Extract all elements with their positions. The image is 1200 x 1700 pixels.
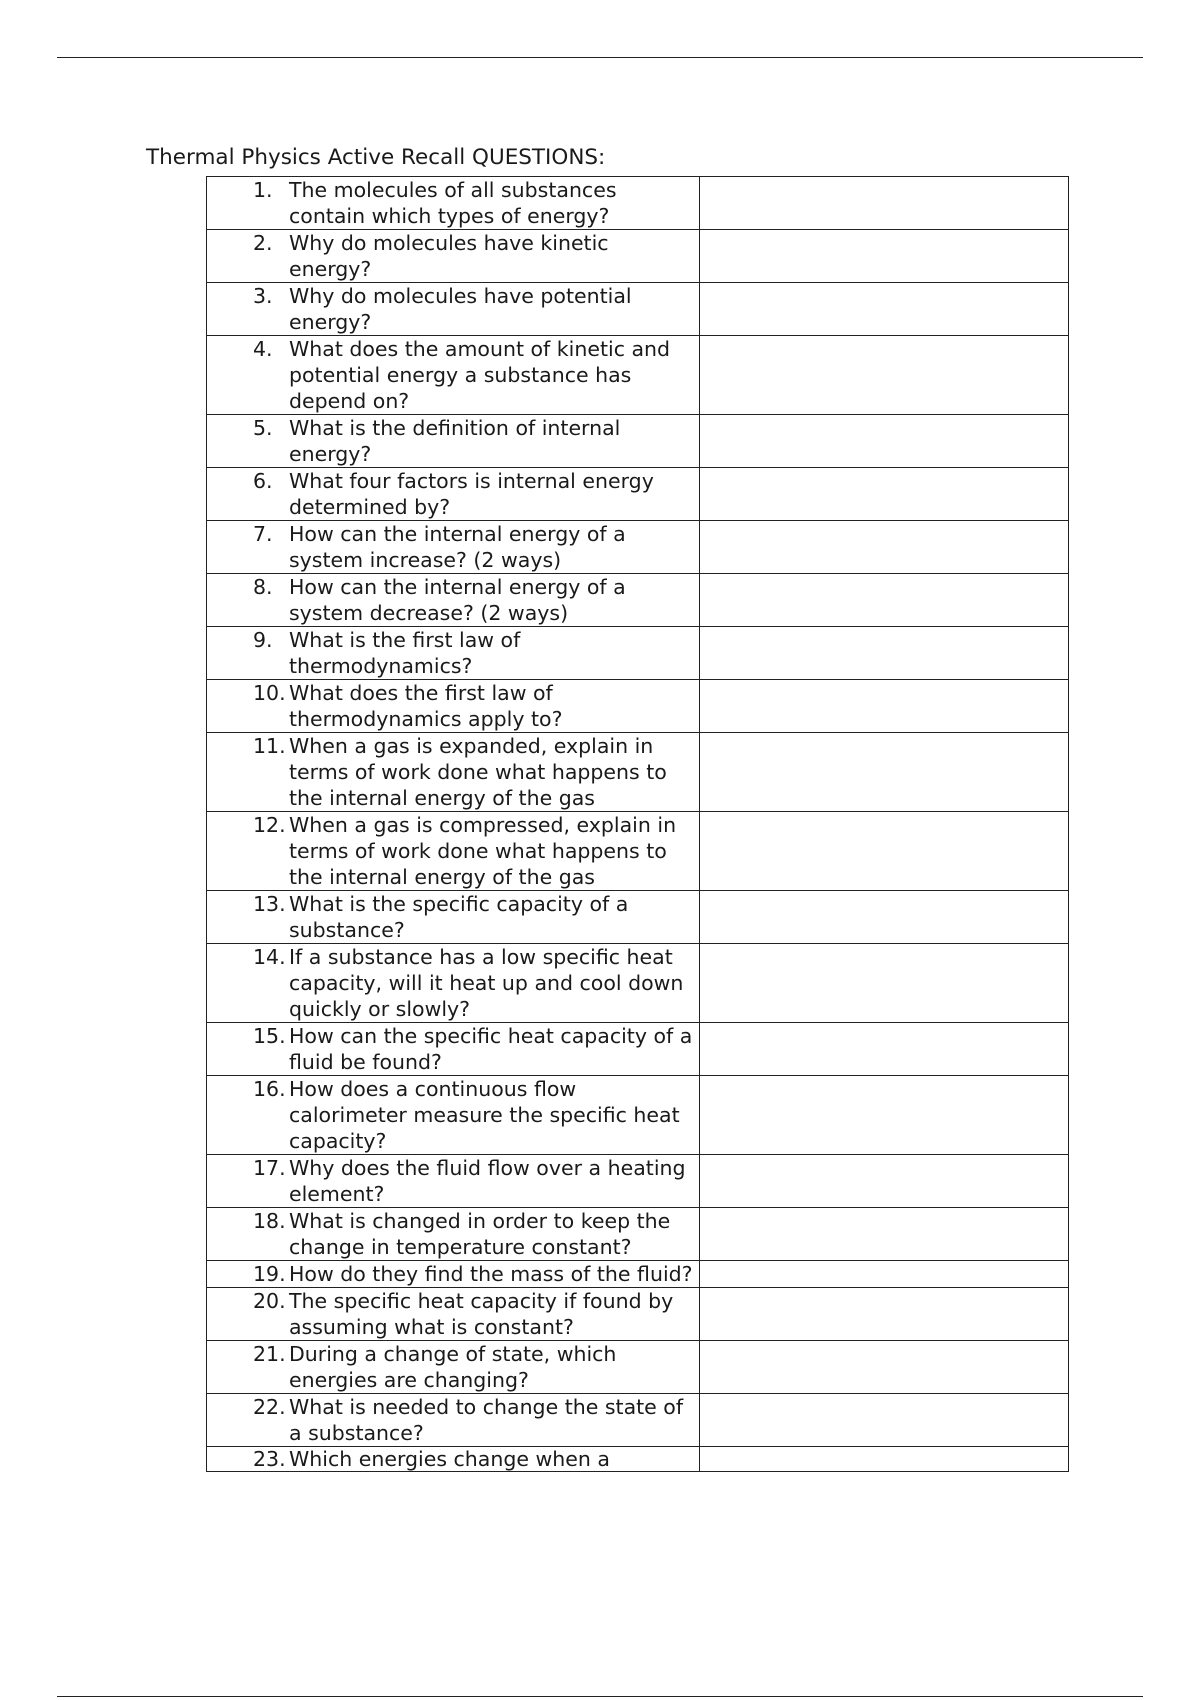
question-cell — [207, 1447, 700, 1472]
question-text: How can the specific heat capacity of a fluid be found? — [289, 1024, 693, 1074]
question-text: How do they find the mass of the fluid? — [289, 1262, 693, 1286]
table-row — [207, 521, 1069, 574]
question-item — [207, 415, 699, 467]
question-text: When a gas is expanded, explain in terms of work done what happens to the internal energy of the gas — [289, 734, 667, 810]
question-cell — [207, 944, 700, 1023]
question-item — [207, 1155, 699, 1207]
question-text: What does the amount of kinetic and potential energy a substance has depend on? — [289, 337, 671, 413]
table-row — [207, 680, 1069, 733]
question-cell — [207, 468, 700, 521]
question-cell — [207, 680, 700, 733]
question-number: 17. — [253, 1156, 286, 1180]
question-cell — [207, 1076, 700, 1155]
table-row — [207, 230, 1069, 283]
answer-cell[interactable] — [700, 521, 1069, 574]
table-row — [207, 627, 1069, 680]
answer-cell[interactable] — [700, 468, 1069, 521]
question-cell — [207, 1208, 700, 1261]
question-cell — [207, 336, 700, 415]
question-item — [207, 177, 699, 229]
question-cell — [207, 415, 700, 468]
question-text: What is the specific capacity of a substance? — [289, 892, 629, 942]
question-number: 20. — [253, 1289, 286, 1313]
question-number: 15. — [253, 1024, 286, 1048]
question-cell — [207, 1288, 700, 1341]
table-row — [207, 1447, 1069, 1472]
question-item — [207, 812, 699, 890]
table-row — [207, 177, 1069, 230]
answer-cell[interactable] — [700, 733, 1069, 812]
question-text: What four factors is internal energy determined by? — [289, 469, 654, 519]
table-row — [207, 1023, 1069, 1076]
table-row — [207, 1341, 1069, 1394]
question-number: 3. — [253, 284, 273, 308]
question-number: 7. — [253, 522, 273, 546]
question-text: How can the internal energy of a system decrease? (2 ways) — [289, 575, 626, 625]
answer-cell[interactable] — [700, 680, 1069, 733]
question-item — [207, 891, 699, 943]
question-item — [207, 1076, 699, 1154]
question-item — [207, 521, 699, 573]
header-rule — [57, 57, 1143, 58]
question-number: 14. — [253, 945, 286, 969]
question-cell — [207, 1023, 700, 1076]
answer-cell[interactable] — [700, 944, 1069, 1023]
question-cell — [207, 812, 700, 891]
table-row — [207, 1155, 1069, 1208]
question-text: What is needed to change the state of a substance? — [289, 1395, 684, 1445]
questions-table-body — [207, 177, 1069, 1472]
answer-cell[interactable] — [700, 1394, 1069, 1447]
table-row — [207, 733, 1069, 812]
table-row — [207, 1261, 1069, 1288]
answer-cell[interactable] — [700, 1261, 1069, 1288]
question-item — [207, 1447, 699, 1471]
table-row — [207, 283, 1069, 336]
question-cell — [207, 627, 700, 680]
question-item — [207, 1208, 699, 1260]
answer-cell[interactable] — [700, 336, 1069, 415]
table-row — [207, 468, 1069, 521]
question-item — [207, 574, 699, 626]
table-row — [207, 1288, 1069, 1341]
table-row — [207, 574, 1069, 627]
answer-cell[interactable] — [700, 1155, 1069, 1208]
question-cell — [207, 1341, 700, 1394]
question-item — [207, 336, 699, 414]
question-text: During a change of state, which energies are changing? — [289, 1342, 617, 1392]
table-row — [207, 812, 1069, 891]
answer-cell[interactable] — [700, 230, 1069, 283]
table-row — [207, 415, 1069, 468]
question-item — [207, 1394, 699, 1446]
question-item — [207, 627, 699, 679]
question-text: Why do molecules have kinetic energy? — [289, 231, 609, 281]
question-cell — [207, 283, 700, 336]
answer-cell[interactable] — [700, 1076, 1069, 1155]
question-cell — [207, 891, 700, 944]
answer-cell[interactable] — [700, 1023, 1069, 1076]
question-cell — [207, 574, 700, 627]
answer-cell[interactable] — [700, 415, 1069, 468]
question-cell — [207, 230, 700, 283]
table-row — [207, 336, 1069, 415]
table-row — [207, 944, 1069, 1023]
question-number: 19. — [253, 1262, 286, 1286]
question-item — [207, 733, 699, 811]
question-text: Which energies change when a — [289, 1447, 610, 1471]
table-row — [207, 1076, 1069, 1155]
answer-cell[interactable] — [700, 177, 1069, 230]
question-number: 18. — [253, 1209, 286, 1233]
question-number: 22. — [253, 1395, 286, 1419]
question-number: 21. — [253, 1342, 286, 1366]
question-text: The molecules of all substances contain which types of energy? — [289, 178, 617, 228]
question-item — [207, 944, 699, 1022]
table-row — [207, 1394, 1069, 1447]
question-number: 16. — [253, 1077, 286, 1101]
question-cell — [207, 1394, 700, 1447]
question-number: 13. — [253, 892, 286, 916]
question-number: 12. — [253, 813, 286, 837]
answer-cell[interactable] — [700, 1341, 1069, 1394]
question-item — [207, 283, 699, 335]
question-number: 23. — [253, 1447, 286, 1471]
footer-rule — [57, 1696, 1143, 1697]
document-title: Thermal Physics Active Recall QUESTIONS: — [146, 145, 606, 170]
question-item — [207, 1261, 699, 1287]
answer-cell[interactable] — [700, 812, 1069, 891]
question-item — [207, 1023, 699, 1075]
question-number: 2. — [253, 231, 273, 255]
question-text: If a substance has a low specific heat capacity, will it heat up and cool down quickly or slowly? — [289, 945, 684, 1021]
question-text: How does a continuous flow calorimeter measure the specific heat capacity? — [289, 1077, 680, 1153]
question-number: 10. — [253, 681, 286, 705]
question-number: 9. — [253, 628, 273, 652]
question-number: 1. — [253, 178, 273, 202]
question-number: 5. — [253, 416, 273, 440]
question-cell — [207, 177, 700, 230]
question-text: The specific heat capacity if found by assuming what is constant? — [289, 1289, 674, 1339]
answer-cell[interactable] — [700, 283, 1069, 336]
table-row — [207, 1208, 1069, 1261]
question-text: Why do molecules have potential energy? — [289, 284, 632, 334]
question-cell — [207, 521, 700, 574]
question-cell — [207, 733, 700, 812]
question-number: 4. — [253, 337, 273, 361]
question-text: What does the first law of thermodynamics apply to? — [289, 681, 563, 731]
answer-cell[interactable] — [700, 574, 1069, 627]
question-number: 8. — [253, 575, 273, 599]
question-item — [207, 230, 699, 282]
question-item — [207, 680, 699, 732]
answer-cell[interactable] — [700, 1288, 1069, 1341]
answer-cell[interactable] — [700, 627, 1069, 680]
questions-table — [206, 176, 1069, 1472]
question-number: 11. — [253, 734, 286, 758]
question-text: Why does the fluid flow over a heating element? — [289, 1156, 686, 1206]
question-text: What is the first law of thermodynamics? — [289, 628, 521, 678]
question-text: How can the internal energy of a system increase? (2 ways) — [289, 522, 626, 572]
table-row — [207, 891, 1069, 944]
question-text: When a gas is compressed, explain in terms of work done what happens to the internal energy of the gas — [289, 813, 677, 889]
answer-cell[interactable] — [700, 1208, 1069, 1261]
question-number: 6. — [253, 469, 273, 493]
question-text: What is the definition of internal energy? — [289, 416, 621, 466]
question-text: What is changed in order to keep the change in temperature constant? — [289, 1209, 671, 1259]
question-cell — [207, 1261, 700, 1288]
answer-cell[interactable] — [700, 1447, 1069, 1472]
question-item — [207, 1341, 699, 1393]
question-item — [207, 468, 699, 520]
question-item — [207, 1288, 699, 1340]
question-cell — [207, 1155, 700, 1208]
answer-cell[interactable] — [700, 891, 1069, 944]
